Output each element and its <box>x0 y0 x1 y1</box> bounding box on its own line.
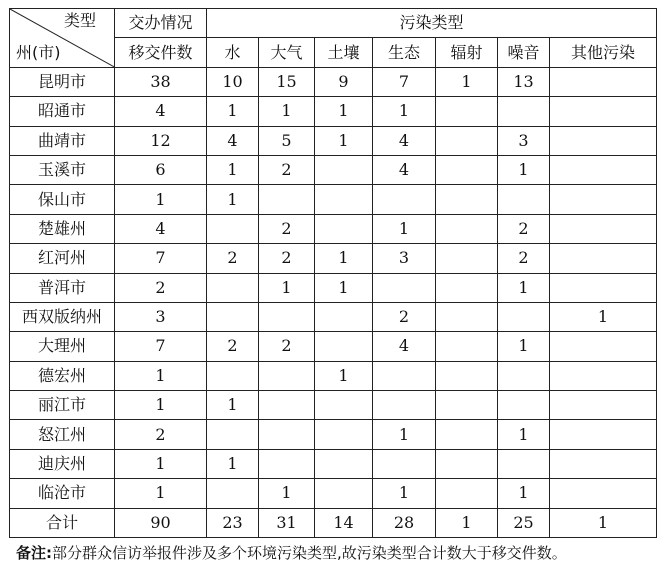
type-header-water: 水 <box>207 38 259 67</box>
transfer-count: 3 <box>115 302 207 331</box>
total-cell: 25 <box>498 508 550 537</box>
table-row <box>10 273 657 302</box>
type-count-cell <box>315 332 373 361</box>
transfer-count-header: 移交件数 <box>115 38 207 67</box>
type-count-cell <box>436 391 498 420</box>
type-count-cell: 1 <box>207 155 259 184</box>
type-count-cell: 5 <box>259 126 315 155</box>
type-count-cell: 1 <box>315 273 373 302</box>
type-count-cell: 2 <box>373 302 436 331</box>
type-count-cell <box>498 361 550 390</box>
type-count-cell <box>259 302 315 331</box>
region-name: 曲靖市 <box>10 126 115 155</box>
transfer-count: 7 <box>115 244 207 273</box>
type-count-cell <box>436 214 498 243</box>
type-count-cell <box>207 420 259 449</box>
table-row <box>10 420 657 449</box>
region-name: 丽江市 <box>10 391 115 420</box>
type-count-cell <box>436 332 498 361</box>
region-name: 昭通市 <box>10 97 115 126</box>
type-count-cell: 1 <box>259 479 315 508</box>
total-count: 90 <box>115 508 207 537</box>
table-row <box>10 479 657 508</box>
type-count-cell <box>550 97 657 126</box>
type-header-air: 大气 <box>259 38 315 67</box>
type-count-cell: 1 <box>207 391 259 420</box>
type-count-cell <box>550 273 657 302</box>
total-row <box>10 508 657 537</box>
type-count-cell: 1 <box>207 185 259 214</box>
type-count-cell <box>315 420 373 449</box>
table-row <box>10 361 657 390</box>
type-count-cell: 1 <box>315 97 373 126</box>
type-count-cell <box>550 332 657 361</box>
footnote <box>16 542 567 563</box>
type-count-cell <box>315 185 373 214</box>
type-count-cell: 2 <box>259 155 315 184</box>
region-name: 保山市 <box>10 185 115 214</box>
type-count-cell <box>315 155 373 184</box>
type-count-cell: 1 <box>498 420 550 449</box>
type-count-cell: 1 <box>207 97 259 126</box>
total-cell: 1 <box>550 508 657 537</box>
type-count-cell: 4 <box>373 155 436 184</box>
table-row <box>10 155 657 184</box>
type-count-cell <box>259 361 315 390</box>
type-count-cell <box>315 391 373 420</box>
type-count-cell: 4 <box>373 332 436 361</box>
table-row <box>10 391 657 420</box>
type-count-cell <box>259 420 315 449</box>
transfer-count: 4 <box>115 214 207 243</box>
type-count-cell: 1 <box>373 97 436 126</box>
type-count-cell <box>550 126 657 155</box>
type-count-cell <box>498 449 550 478</box>
type-count-cell <box>207 214 259 243</box>
transfer-count: 1 <box>115 361 207 390</box>
type-count-cell: 10 <box>207 67 259 96</box>
corner-header-cell <box>10 9 115 68</box>
table-row <box>10 185 657 214</box>
type-count-cell: 1 <box>436 67 498 96</box>
transfer-count: 1 <box>115 449 207 478</box>
total-cell: 23 <box>207 508 259 537</box>
type-count-cell: 1 <box>550 302 657 331</box>
type-count-cell: 9 <box>315 67 373 96</box>
type-count-cell <box>259 391 315 420</box>
type-count-cell <box>436 449 498 478</box>
type-header-soil: 土壤 <box>315 38 373 67</box>
type-count-cell <box>436 273 498 302</box>
transfer-count: 12 <box>115 126 207 155</box>
region-name: 怒江州 <box>10 420 115 449</box>
table-row <box>10 302 657 331</box>
type-count-cell <box>550 214 657 243</box>
transfer-count: 2 <box>115 420 207 449</box>
type-count-cell: 2 <box>259 214 315 243</box>
type-count-cell: 4 <box>373 126 436 155</box>
type-count-cell <box>259 185 315 214</box>
type-count-cell: 1 <box>207 449 259 478</box>
table-row <box>10 244 657 273</box>
type-count-cell <box>436 420 498 449</box>
region-name: 昆明市 <box>10 67 115 96</box>
type-count-cell: 1 <box>498 273 550 302</box>
region-name: 玉溪市 <box>10 155 115 184</box>
type-count-cell <box>207 361 259 390</box>
type-count-cell <box>436 302 498 331</box>
type-count-cell <box>373 185 436 214</box>
transfer-count: 1 <box>115 479 207 508</box>
table-row <box>10 126 657 155</box>
corner-type-label: 类型 <box>63 11 96 30</box>
type-count-cell <box>550 67 657 96</box>
total-cell: 14 <box>315 508 373 537</box>
type-count-cell <box>550 479 657 508</box>
type-count-cell: 1 <box>315 361 373 390</box>
type-count-cell: 1 <box>315 244 373 273</box>
type-count-cell: 3 <box>373 244 436 273</box>
transfer-count: 4 <box>115 97 207 126</box>
region-name: 迪庆州 <box>10 449 115 478</box>
transfer-count: 7 <box>115 332 207 361</box>
type-count-cell <box>498 302 550 331</box>
type-count-cell: 15 <box>259 67 315 96</box>
type-count-cell: 1 <box>373 420 436 449</box>
type-count-cell <box>373 361 436 390</box>
pollution-type-header: 污染类型 <box>207 9 657 38</box>
type-count-cell <box>550 185 657 214</box>
transfer-count: 1 <box>115 185 207 214</box>
total-cell: 31 <box>259 508 315 537</box>
type-header-other: 其他污染 <box>550 38 657 67</box>
table-row <box>10 214 657 243</box>
type-count-cell: 2 <box>498 214 550 243</box>
type-count-cell <box>436 479 498 508</box>
table-row <box>10 67 657 96</box>
type-count-cell <box>436 97 498 126</box>
region-name: 临沧市 <box>10 479 115 508</box>
header-row-1 <box>10 9 657 38</box>
type-count-cell <box>550 391 657 420</box>
region-name: 普洱市 <box>10 273 115 302</box>
type-count-cell <box>436 185 498 214</box>
type-count-cell: 1 <box>498 155 550 184</box>
type-count-cell: 1 <box>259 273 315 302</box>
type-count-cell <box>550 244 657 273</box>
type-count-cell <box>207 479 259 508</box>
transfer-count: 6 <box>115 155 207 184</box>
region-name: 红河州 <box>10 244 115 273</box>
region-name: 大理州 <box>10 332 115 361</box>
type-count-cell <box>207 302 259 331</box>
type-count-cell <box>498 391 550 420</box>
type-count-cell: 2 <box>259 332 315 361</box>
type-count-cell <box>436 244 498 273</box>
assignment-header: 交办情况 <box>115 9 207 38</box>
type-count-cell: 1 <box>259 97 315 126</box>
region-name: 德宏州 <box>10 361 115 390</box>
table-row <box>10 332 657 361</box>
type-count-cell <box>315 214 373 243</box>
table-row <box>10 97 657 126</box>
transfer-count: 1 <box>115 391 207 420</box>
type-count-cell: 2 <box>207 244 259 273</box>
table-body <box>10 67 657 508</box>
type-count-cell: 1 <box>373 479 436 508</box>
region-name: 西双版纳州 <box>10 302 115 331</box>
transfer-count: 2 <box>115 273 207 302</box>
type-count-cell: 2 <box>259 244 315 273</box>
type-count-cell: 1 <box>373 214 436 243</box>
type-count-cell <box>315 302 373 331</box>
type-count-cell: 3 <box>498 126 550 155</box>
type-count-cell <box>315 479 373 508</box>
type-count-cell <box>373 273 436 302</box>
total-label: 合计 <box>10 508 115 537</box>
footnote-text: 部分群众信访举报件涉及多个环境污染类型,故污染类型合计数大于移交件数。 <box>52 544 567 562</box>
total-cell: 28 <box>373 508 436 537</box>
type-count-cell <box>436 155 498 184</box>
type-count-cell: 2 <box>207 332 259 361</box>
type-count-cell <box>259 449 315 478</box>
type-header-ecology: 生态 <box>373 38 436 67</box>
type-count-cell: 4 <box>207 126 259 155</box>
type-count-cell <box>436 361 498 390</box>
type-count-cell <box>436 126 498 155</box>
type-count-cell: 1 <box>498 479 550 508</box>
table-row <box>10 449 657 478</box>
corner-region-label: 州(市) <box>16 42 61 62</box>
type-count-cell <box>550 361 657 390</box>
footnote-label: 备注: <box>16 544 52 562</box>
type-header-noise: 噪音 <box>498 38 550 67</box>
type-count-cell <box>373 449 436 478</box>
type-count-cell <box>550 155 657 184</box>
type-count-cell <box>498 97 550 126</box>
type-count-cell: 13 <box>498 67 550 96</box>
type-header-radiation: 辐射 <box>436 38 498 67</box>
type-count-cell <box>550 449 657 478</box>
type-count-cell <box>498 185 550 214</box>
type-count-cell: 2 <box>498 244 550 273</box>
type-count-cell <box>550 420 657 449</box>
type-count-cell <box>373 391 436 420</box>
transfer-count: 38 <box>115 67 207 96</box>
region-name: 楚雄州 <box>10 214 115 243</box>
total-cell: 1 <box>436 508 498 537</box>
type-count-cell <box>315 449 373 478</box>
pollution-cases-table <box>9 8 657 538</box>
type-count-cell: 7 <box>373 67 436 96</box>
type-count-cell: 1 <box>498 332 550 361</box>
type-count-cell <box>207 273 259 302</box>
type-count-cell: 1 <box>315 126 373 155</box>
